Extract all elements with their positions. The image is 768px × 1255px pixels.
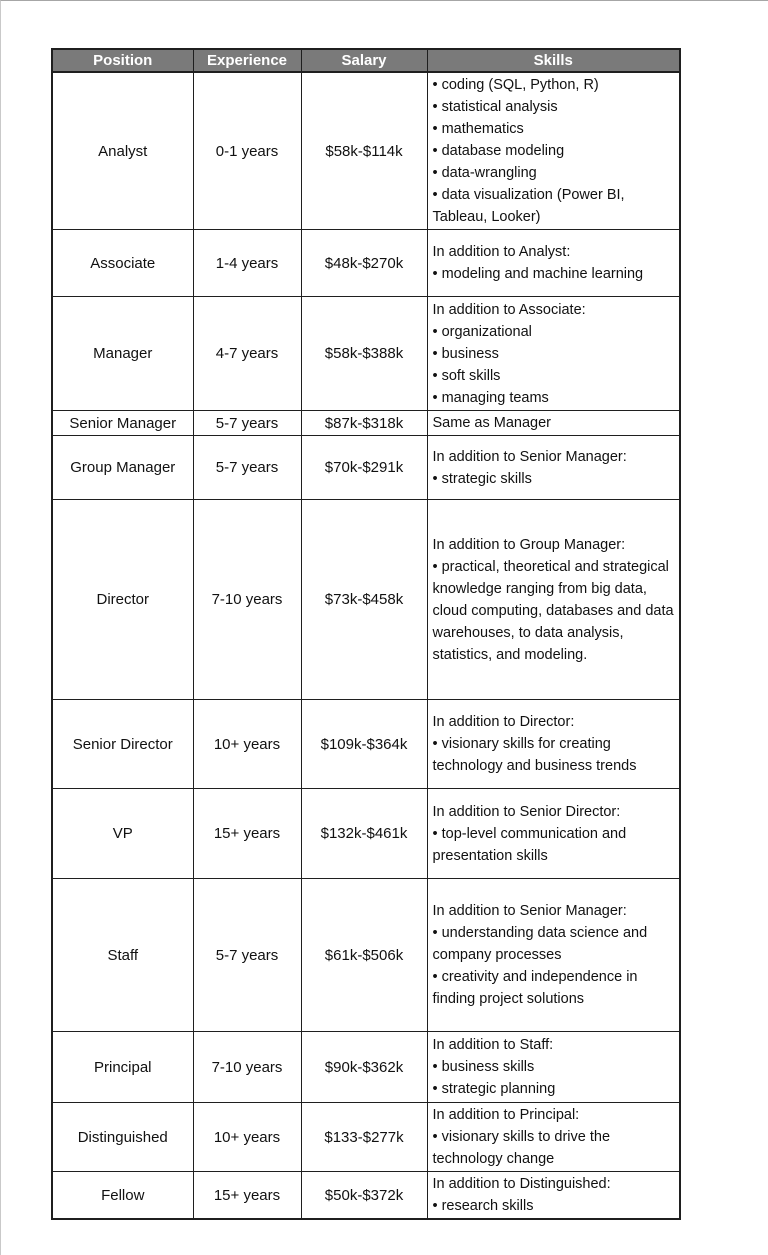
career-ladder-table — [51, 48, 681, 1220]
skills-cell — [427, 1032, 680, 1103]
salary-cell: $73k-$458k — [301, 500, 427, 700]
experience-cell: 10+ years — [193, 700, 301, 789]
experience-cell: 7-10 years — [193, 500, 301, 700]
position-cell: Distinguished — [52, 1103, 193, 1172]
salary-cell: $109k-$364k — [301, 700, 427, 789]
salary-cell: $87k-$318k — [301, 411, 427, 436]
position-cell: VP — [52, 789, 193, 879]
experience-cell: 5-7 years — [193, 411, 301, 436]
position-cell: Director — [52, 500, 193, 700]
position-cell: Senior Manager — [52, 411, 193, 436]
skills-cell — [427, 297, 680, 411]
experience-cell: 0-1 years — [193, 72, 301, 230]
skills-intro-line: In addition to Associate: — [432, 301, 586, 318]
skills-cell — [427, 436, 680, 500]
skills-bullet-line: • mathematics — [432, 121, 524, 137]
skills-intro-line: In addition to Group Manager: — [432, 536, 626, 553]
skills-bullet-line: • practical, theoretical and strategical knowledge ranging from big data, cloud computing, databases and data warehouses, to data analysis, statistics, and modeling. — [432, 558, 674, 663]
skills-bullet-line: • coding (SQL, Python, R) — [432, 77, 599, 93]
table-row — [52, 72, 680, 230]
table-row — [52, 700, 680, 789]
career-ladder-table-container — [51, 48, 681, 1220]
skills-bullet-line: • creativity and independence in finding project solutions — [432, 969, 638, 1007]
column-header-salary: Salary — [301, 49, 427, 72]
experience-cell: 5-7 years — [193, 436, 301, 500]
skills-cell — [427, 500, 680, 700]
table-row — [52, 879, 680, 1032]
skills-cell — [427, 1172, 680, 1220]
table-row — [52, 411, 680, 436]
salary-cell: $58k-$388k — [301, 297, 427, 411]
column-header-experience: Experience — [193, 49, 301, 72]
salary-cell: $132k-$461k — [301, 789, 427, 879]
table-body — [52, 72, 680, 1219]
table-row — [52, 1032, 680, 1103]
table-row — [52, 789, 680, 879]
salary-cell: $133-$277k — [301, 1103, 427, 1172]
column-header-position: Position — [52, 49, 193, 72]
skills-bullet-line: • statistical analysis — [432, 99, 558, 115]
skills-cell — [427, 700, 680, 789]
salary-cell: $48k-$270k — [301, 230, 427, 297]
skills-cell — [427, 230, 680, 297]
skills-intro-line: In addition to Analyst: — [432, 244, 571, 260]
position-cell: Associate — [52, 230, 193, 297]
skills-intro-line: In addition to Principal: — [432, 1107, 580, 1123]
skills-bullet-line: • research skills — [432, 1198, 534, 1214]
salary-cell: $61k-$506k — [301, 879, 427, 1032]
table-row — [52, 500, 680, 700]
skills-bullet-line: • organizational — [432, 323, 532, 340]
skills-intro-line: In addition to Distinguished: — [432, 1176, 611, 1192]
skills-intro-line: In addition to Senior Manager: — [432, 448, 627, 465]
experience-cell: 4-7 years — [193, 297, 301, 411]
table-row — [52, 230, 680, 297]
skills-intro-line: In addition to Director: — [432, 714, 575, 730]
skills-bullet-line: • managing teams — [432, 389, 549, 406]
position-cell: Analyst — [52, 72, 193, 230]
skills-intro-line: Same as Manager — [432, 415, 551, 431]
salary-cell: $50k-$372k — [301, 1172, 427, 1220]
skills-intro-line: In addition to Senior Manager: — [432, 903, 627, 919]
experience-cell: 5-7 years — [193, 879, 301, 1032]
salary-cell: $90k-$362k — [301, 1032, 427, 1103]
skills-bullet-line: • business — [432, 345, 499, 362]
position-cell: Group Manager — [52, 436, 193, 500]
skills-cell — [427, 1103, 680, 1172]
position-cell: Fellow — [52, 1172, 193, 1220]
skills-bullet-line: • database modeling — [432, 143, 565, 159]
skills-intro-line: In addition to Staff: — [432, 1037, 554, 1053]
table-row — [52, 436, 680, 500]
header-row — [52, 49, 680, 72]
salary-cell: $58k-$114k — [301, 72, 427, 230]
skills-bullet-line: • modeling and machine learning — [432, 266, 644, 282]
skills-intro-line: In addition to Senior Director: — [432, 803, 621, 820]
skills-bullet-line: • data visualization (Power BI, Tableau, Looker) — [432, 187, 625, 225]
column-header-skills: Skills — [427, 49, 680, 72]
skills-cell — [427, 72, 680, 230]
skills-bullet-line: • strategic planning — [432, 1081, 556, 1097]
skills-cell — [427, 879, 680, 1032]
skills-bullet-line: • understanding data science and company processes — [432, 925, 648, 963]
skills-bullet-line: • visionary skills for creating technology and business trends — [432, 736, 637, 774]
position-cell: Staff — [52, 879, 193, 1032]
experience-cell: 10+ years — [193, 1103, 301, 1172]
experience-cell: 1-4 years — [193, 230, 301, 297]
salary-cell: $70k-$291k — [301, 436, 427, 500]
skills-bullet-line: • visionary skills to drive the technology change — [432, 1129, 611, 1167]
table-row — [52, 297, 680, 411]
position-cell: Senior Director — [52, 700, 193, 789]
skills-bullet-line: • top-level communication and presentation skills — [432, 825, 627, 864]
experience-cell: 15+ years — [193, 789, 301, 879]
table-row — [52, 1172, 680, 1220]
table-row — [52, 1103, 680, 1172]
skills-cell — [427, 411, 680, 436]
experience-cell: 15+ years — [193, 1172, 301, 1220]
skills-bullet-line: • data-wrangling — [432, 165, 537, 181]
skills-bullet-line: • soft skills — [432, 367, 501, 384]
skills-bullet-line: • business skills — [432, 1059, 535, 1075]
position-cell: Manager — [52, 297, 193, 411]
skills-bullet-line: • strategic skills — [432, 470, 532, 487]
experience-cell: 7-10 years — [193, 1032, 301, 1103]
position-cell: Principal — [52, 1032, 193, 1103]
skills-cell — [427, 789, 680, 879]
